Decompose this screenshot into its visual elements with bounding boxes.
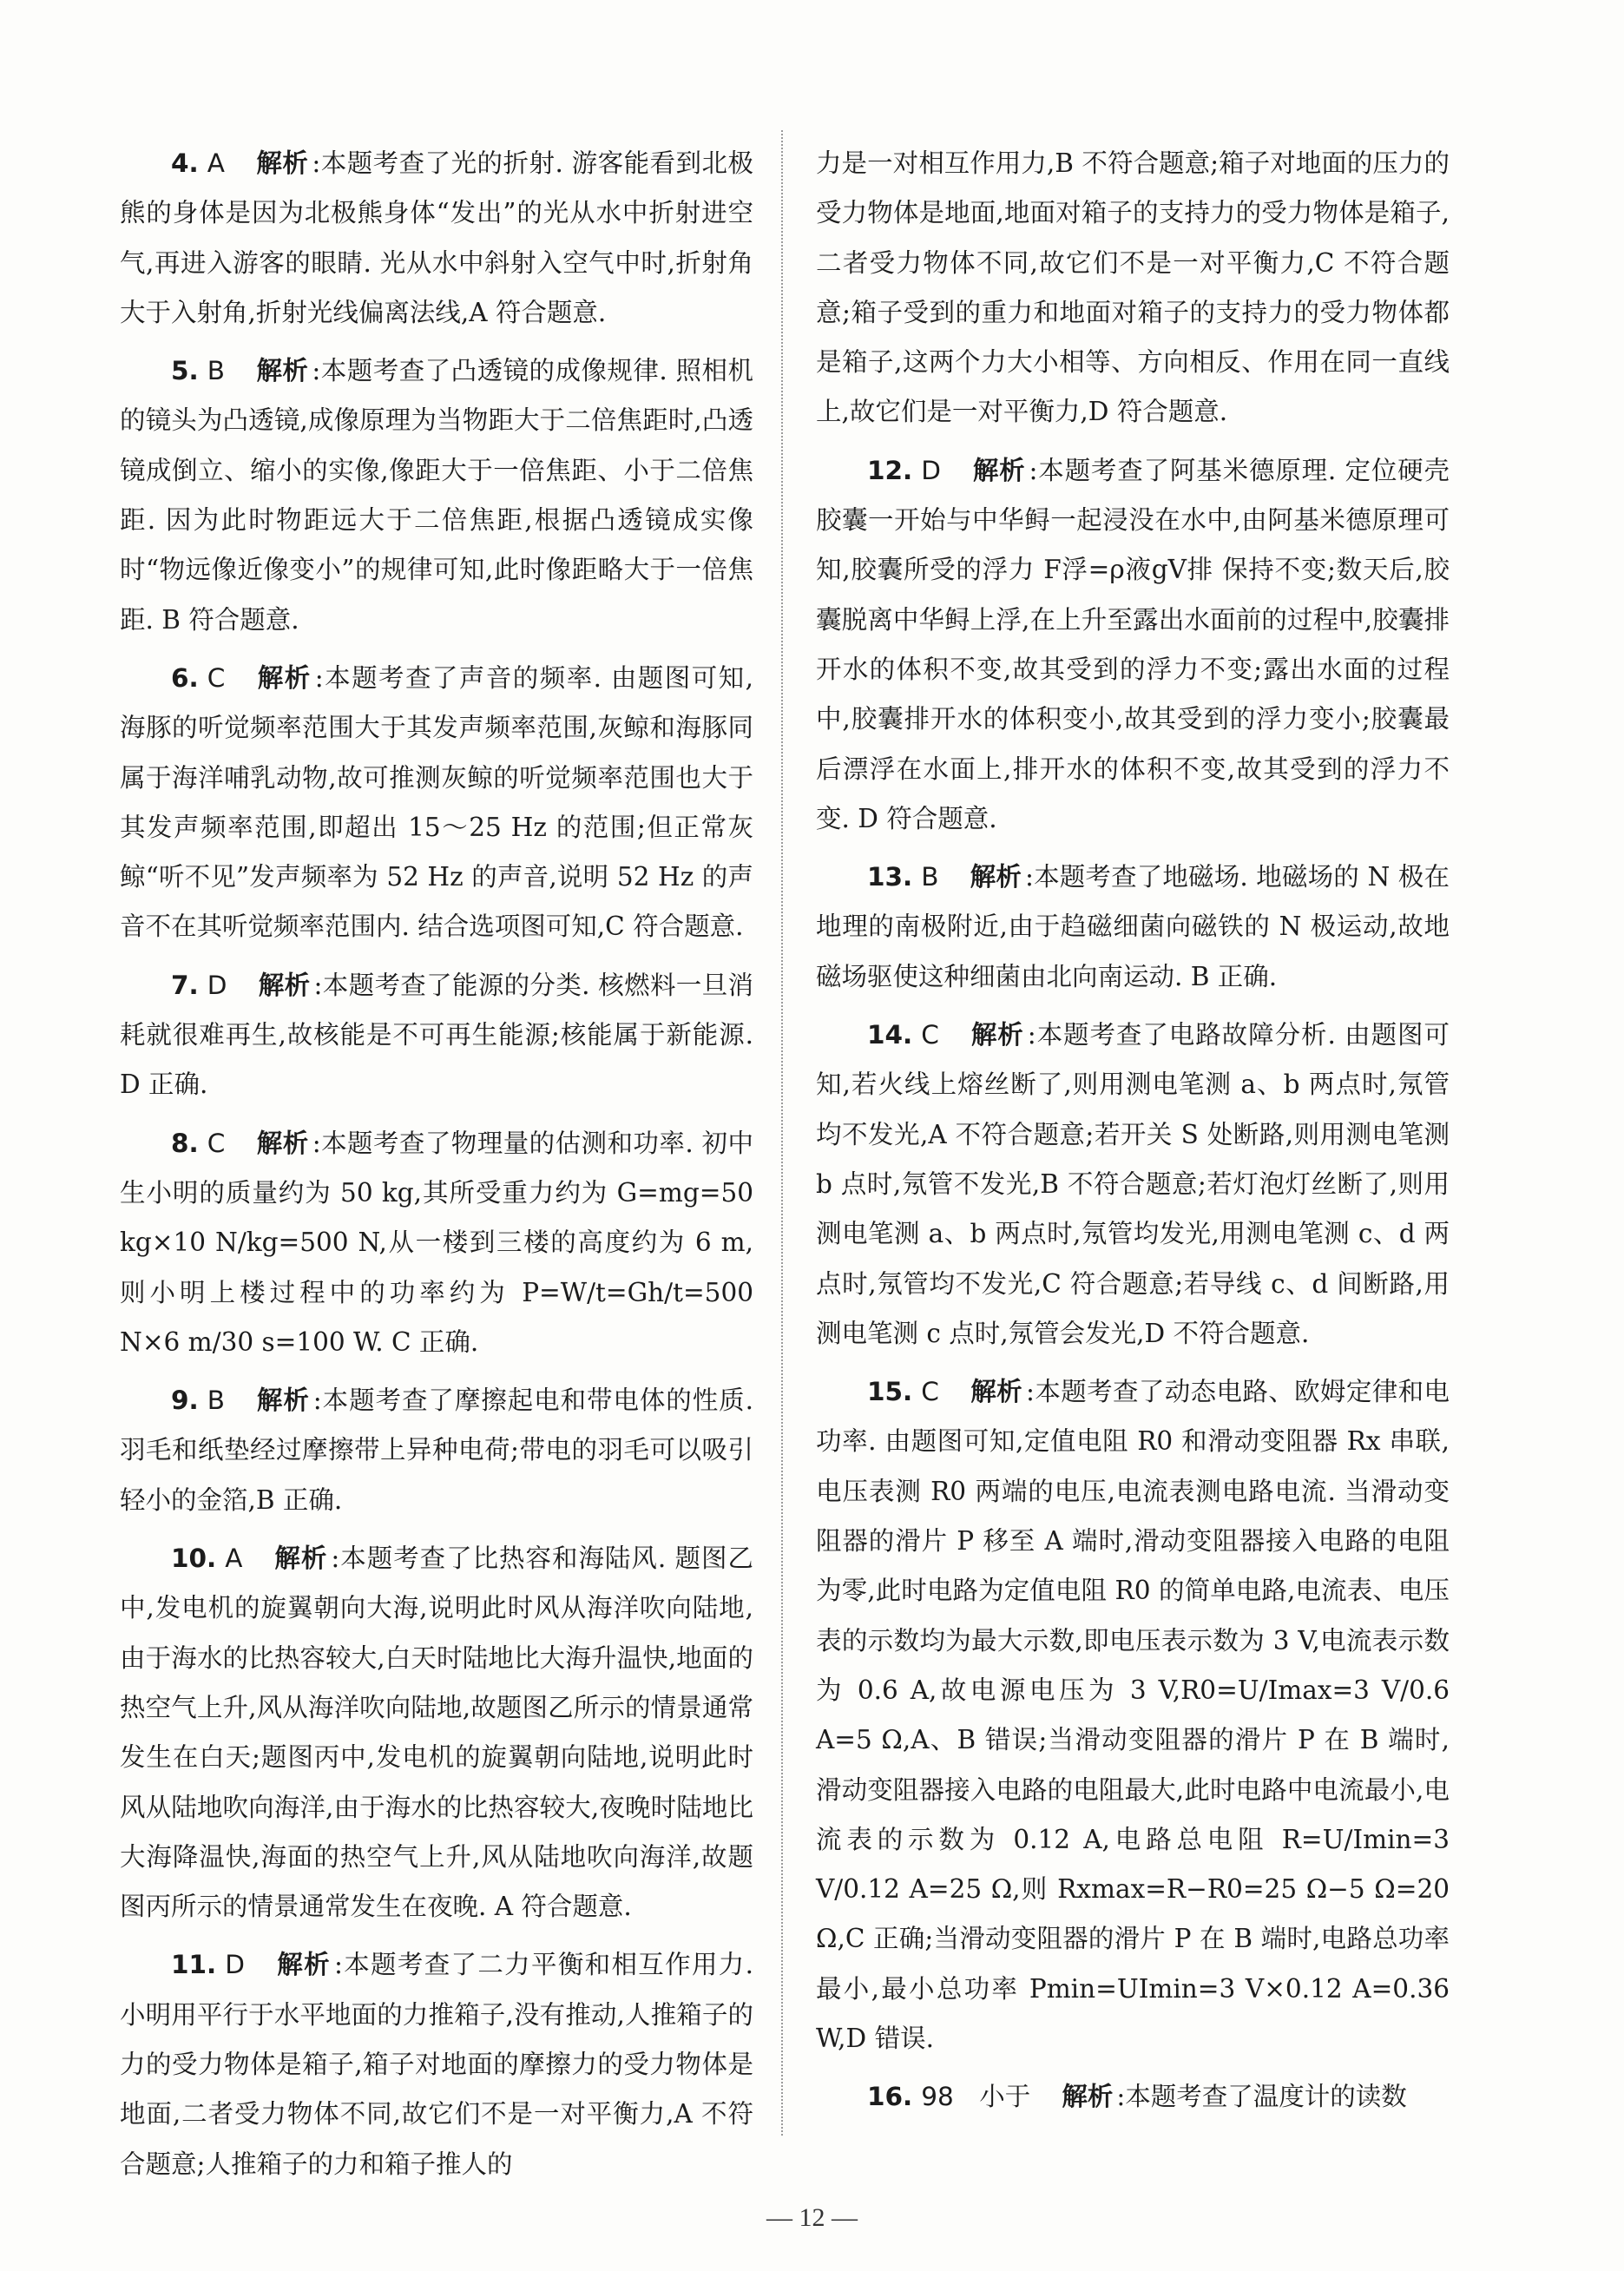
answer-text: :本题考查了物理量的估测和功率. 初中生小明的质量约为 50 kg,其所受重力约为 G=mg=50 kg×10 N/kg=500 N,从一楼到三楼的高度约为 6 m,则小明上楼过程中的功率约为 P=W/t=Gh/t=500 N×6 m/30 s=100 W. C 正确. (120, 1128, 753, 1357)
answer-item: 12. D 解析 :本题考查了阿基米德原理. 定位硬壳胶囊一开始与中华鲟一起浸没在水中,由阿基米德原理可知,胶囊所受的浮力 F浮=ρ液gV排 保持不变;数天后,胶囊脱离中华鲟上浮,在上升至露出水面前的过程中,胶囊排开水的体积不变,故其受到的浮力不变;露出水面的过程中,胶囊排开水的体积变小,故其受到的浮力变小;胶囊最后漂浮在水面上,排开水的体积不变,故其受到的浮力不变. D 符合题意. (816, 455, 1450, 833)
answer-text: :本题考查了比热容和海陆风. 题图乙中,发电机的旋翼朝向大海,说明此时风从海洋吹向陆地,由于海水的比热容较大,白天时陆地比大海升温快,地面的热空气上升,风从海洋吹向陆地,故题图乙所示的情景通常发生在白天;题图丙中,发电机的旋翼朝向陆地,说明此时风从陆地吹向海洋,由于海水的比热容较大,夜晚时陆地比大海降温快,海面的热空气上升,风从陆地吹向海洋,故题图丙所示的情景通常发生在夜晚. A 符合题意. (120, 1544, 753, 1922)
answer-text: :本题考查了声音的频率. 由题图可知,海豚的听觉频率范围大于其发声频率范围,灰鲸和海豚同属于海洋哺乳动物,故可推测灰鲸的听觉频率范围也大于其发声频率范围,即超出 15～25 Hz 的范围;但正常灰鲸“听不见”发声频率为 52 Hz 的声音,说明 52 Hz 的声音不在其听觉频率范围内. 结合选项图可知,C 符合题意. (120, 662, 753, 942)
answer-continuation: 力是一对相互作用力,B 不符合题意;箱子对地面的压力的受力物体是地面,地面对箱子的支持力的受力物体是箱子,二者受力物体不同,故它们不是一对平衡力,C 不符合题意;箱子受到的重力和地面对箱子的支持力的受力物体都是箱子,这两个力大小相等、方向相反、作用在同一直线上,故它们是一对平衡力,D 符合题意. (816, 148, 1450, 427)
answer-item: 10. A 解析 :本题考查了比热容和海陆风. 题图乙中,发电机的旋翼朝向大海,说明此时风从海洋吹向陆地,由于海水的比热容较大,白天时陆地比大海升温快,地面的热空气上升,风从海洋吹向陆地,故题图乙所示的情景通常发生在白天;题图丙中,发电机的旋翼朝向陆地,说明此时风从陆地吹向海洋,由于海水的比热容较大,夜晚时陆地比大海降温快,海面的热空气上升,风从陆地吹向海洋,故题图丙所示的情景通常发生在夜晚. A 符合题意. (120, 1544, 753, 1922)
answer-item: 6. C 解析 :本题考查了声音的频率. 由题图可知,海豚的听觉频率范围大于其发声频率范围,灰鲸和海豚同属于海洋哺乳动物,故可推测灰鲸的听觉频率范围也大于其发声频率范围,即超出 15～25 Hz 的范围;但正常灰鲸“听不见”发声频率为 52 Hz 的声音,说明 52 Hz 的声音不在其听觉频率范围内. 结合选项图可知,C 符合题意. (120, 662, 753, 942)
answer-text: :本题考查了电路故障分析. 由题图可知,若火线上熔丝断了,则用测电笔测 a、b 两点时,氖管均不发光,A 不符合题意;若开关 S 处断路,则用测电笔测 b 点时,氖管不发光,B 不符合题意;若灯泡灯丝断了,则用测电笔测 a、b 两点时,氖管均发光,用测电笔测 c、d 两点时,氖管均不发光,C 符合题意;若导线 c、d 间断路,用测电笔测 c 点时,氖管会发光,D 不符合题意. (816, 1020, 1450, 1348)
answer-text: :本题考查了温度计的读数 (1116, 2082, 1407, 2112)
answer-text: :本题考查了光的折射. 游客能看到北极熊的身体是因为北极熊身体“发出”的光从水中折射进空气,再进入游客的眼睛. 光从水中斜射入空气中时,折射角大于入射角,折射光线偏离法线,A 符合题意. (120, 148, 753, 327)
answer-text: :本题考查了凸透镜的成像规律. 照相机的镜头为凸透镜,成像原理为当物距大于二倍焦距时,凸透镜成倒立、缩小的实像,像距大于一倍焦距、小于二倍焦距. 因为此时物距远大于二倍焦距,根据凸透镜成实像时“物远像近像变小”的规律可知,此时像距略大于一倍焦距. B 符合题意. (120, 356, 753, 635)
right-column (816, 139, 1450, 2131)
answer-item: 5. B 解析 :本题考查了凸透镜的成像规律. 照相机的镜头为凸透镜,成像原理为当物距大于二倍焦距时,凸透镜成倒立、缩小的实像,像距大于一倍焦距、小于二倍焦距. 因为此时物距远大于二倍焦距,根据凸透镜成实像时“物远像近像变小”的规律可知,此时像距略大于一倍焦距. B 符合题意. (120, 356, 753, 635)
page-number: — 12 — (766, 2203, 858, 2232)
answer-item: 8. C 解析 :本题考查了物理量的估测和功率. 初中生小明的质量约为 50 kg,其所受重力约为 G=mg=50 kg×10 N/kg=500 N,从一楼到三楼的高度约为 6 m,则小明上楼过程中的功率约为 P=W/t=Gh/t=500 N×6 m/30 s=100 W. C 正确. (120, 1128, 753, 1357)
answer-item: 9. B 解析 :本题考查了摩擦起电和带电体的性质. 羽毛和纸垫经过摩擦带上异种电荷;带电的羽毛可以吸引轻小的金箔,B 正确. (120, 1386, 753, 1515)
answer-item: 15. C 解析 :本题考查了动态电路、欧姆定律和电功率. 由题图可知,定值电阻 R0 和滑动变阻器 Rx 串联,电压表测 R0 两端的电压,电流表测电路电流. 当滑动变阻器的滑片 P 移至 A 端时,滑动变阻器接入电路的电阻为零,此时电路为定值电阻 R0 的简单电路,电流表、电压表的示数均为最大示数,即电压表示数为 3 V,电流表示数为 0.6 A,故电源电压为 3 V,R0=U/Imax=3 V/0.6 A=5 Ω,A、B 错误;当滑动变阻器的滑片 P 在 B 端时,滑动变阻器接入电路的电阻最大,此时电路中电流最小,电流表的示数为 0.12 A,电路总电阻 R=U/Imin=3 V/0.12 A=25 Ω,则 Rxmax=R−R0=25 Ω−5 Ω=20 Ω,C 正确;当滑动变阻器的滑片 P 在 B 端时,电路总功率最小,最小总功率 Pmin=UImin=3 V×0.12 A=0.36 W,D 错误. (816, 1377, 1450, 2053)
answer-item: 7. D 解析 :本题考查了能源的分类. 核燃料一旦消耗就很难再生,故核能是不可再生能源;核能属于新能源. D 正确. (120, 970, 753, 1100)
answer-text: :本题考查了动态电路、欧姆定律和电功率. 由题图可知,定值电阻 R0 和滑动变阻器 Rx 串联,电压表测 R0 两端的电压,电流表测电路电流. 当滑动变阻器的滑片 P 移至 A 端时,滑动变阻器接入电路的电阻为零,此时电路为定值电阻 R0 的简单电路,电流表、电压表的示数均为最大示数,即电压表示数为 3 V,电流表示数为 0.6 A,故电源电压为 3 V,R0=U/Imax=3 V/0.6 A=5 Ω,A、B 错误;当滑动变阻器的滑片 P 在 B 端时,滑动变阻器接入电路的电阻最大,此时电路中电流最小,电流表的示数为 0.12 A,电路总电阻 R=U/Imin=3 V/0.12 A=25 Ω,则 Rxmax=R−R0=25 Ω−5 Ω=20 Ω,C 正确;当滑动变阻器的滑片 P 在 B 端时,电路总功率最小,最小总功率 Pmin=UImin=3 V×0.12 A=0.36 W,D 错误. (816, 1377, 1450, 2053)
answer-item: 11. D 解析 :本题考查了二力平衡和相互作用力. 小明用平行于水平地面的力推箱子,没有推动,人推箱子的力的受力物体是箱子,箱子对地面的摩擦力的受力物体是地面,二者受力物体不同,故它们不是一对平衡力,A 不符合题意;人推箱子的力和箱子推人的 (120, 1950, 753, 2179)
answer-item: 16. 98 小于 解析 :本题考查了温度计的读数 (867, 2082, 1407, 2112)
column-divider (781, 130, 783, 2136)
answer-text: :本题考查了阿基米德原理. 定位硬壳胶囊一开始与中华鲟一起浸没在水中,由阿基米德原理可知,胶囊所受的浮力 F浮=ρ液gV排 保持不变;数天后,胶囊脱离中华鲟上浮,在上升至露出水面前的过程中,胶囊排开水的体积不变,故其受到的浮力不变;露出水面的过程中,胶囊排开水的体积变小,故其受到的浮力变小;胶囊最后漂浮在水面上,排开水的体积不变,故其受到的浮力不变. D 符合题意. (816, 455, 1450, 833)
answer-item: 13. B 解析 :本题考查了地磁场. 地磁场的 N 极在地理的南极附近,由于趋磁细菌向磁铁的 N 极运动,故地磁场驱使这种细菌由北向南运动. B 正确. (816, 862, 1450, 991)
left-column (120, 139, 753, 2198)
answer-text: :本题考查了二力平衡和相互作用力. 小明用平行于水平地面的力推箱子,没有推动,人推箱子的力的受力物体是箱子,箱子对地面的摩擦力的受力物体是地面,二者受力物体不同,故它们不是一对平衡力,A 不符合题意;人推箱子的力和箱子推人的 (120, 1950, 753, 2179)
answer-item: 14. C 解析 :本题考查了电路故障分析. 由题图可知,若火线上熔丝断了,则用测电笔测 a、b 两点时,氖管均不发光,A 不符合题意;若开关 S 处断路,则用测电笔测 b 点时,氖管不发光,B 不符合题意;若灯泡灯丝断了,则用测电笔测 a、b 两点时,氖管均发光,用测电笔测 c、d 两点时,氖管均不发光,C 符合题意;若导线 c、d 间断路,用测电笔测 c 点时,氖管会发光,D 不符合题意. (816, 1020, 1450, 1348)
answer-text: :本题考查了能源的分类. 核燃料一旦消耗就很难再生,故核能是不可再生能源;核能属于新能源. D 正确. (120, 970, 753, 1100)
answer-text: :本题考查了摩擦起电和带电体的性质. 羽毛和纸垫经过摩擦带上异种电荷;带电的羽毛可以吸引轻小的金箔,B 正确. (120, 1386, 753, 1515)
answer-text: :本题考查了地磁场. 地磁场的 N 极在地理的南极附近,由于趋磁细菌向磁铁的 N 极运动,故地磁场驱使这种细菌由北向南运动. B 正确. (816, 862, 1450, 991)
answer-item: 4. A 解析 :本题考查了光的折射. 游客能看到北极熊的身体是因为北极熊身体“发出”的光从水中折射进空气,再进入游客的眼睛. 光从水中斜射入空气中时,折射角大于入射角,折射光线偏离法线,A 符合题意. (120, 148, 753, 327)
